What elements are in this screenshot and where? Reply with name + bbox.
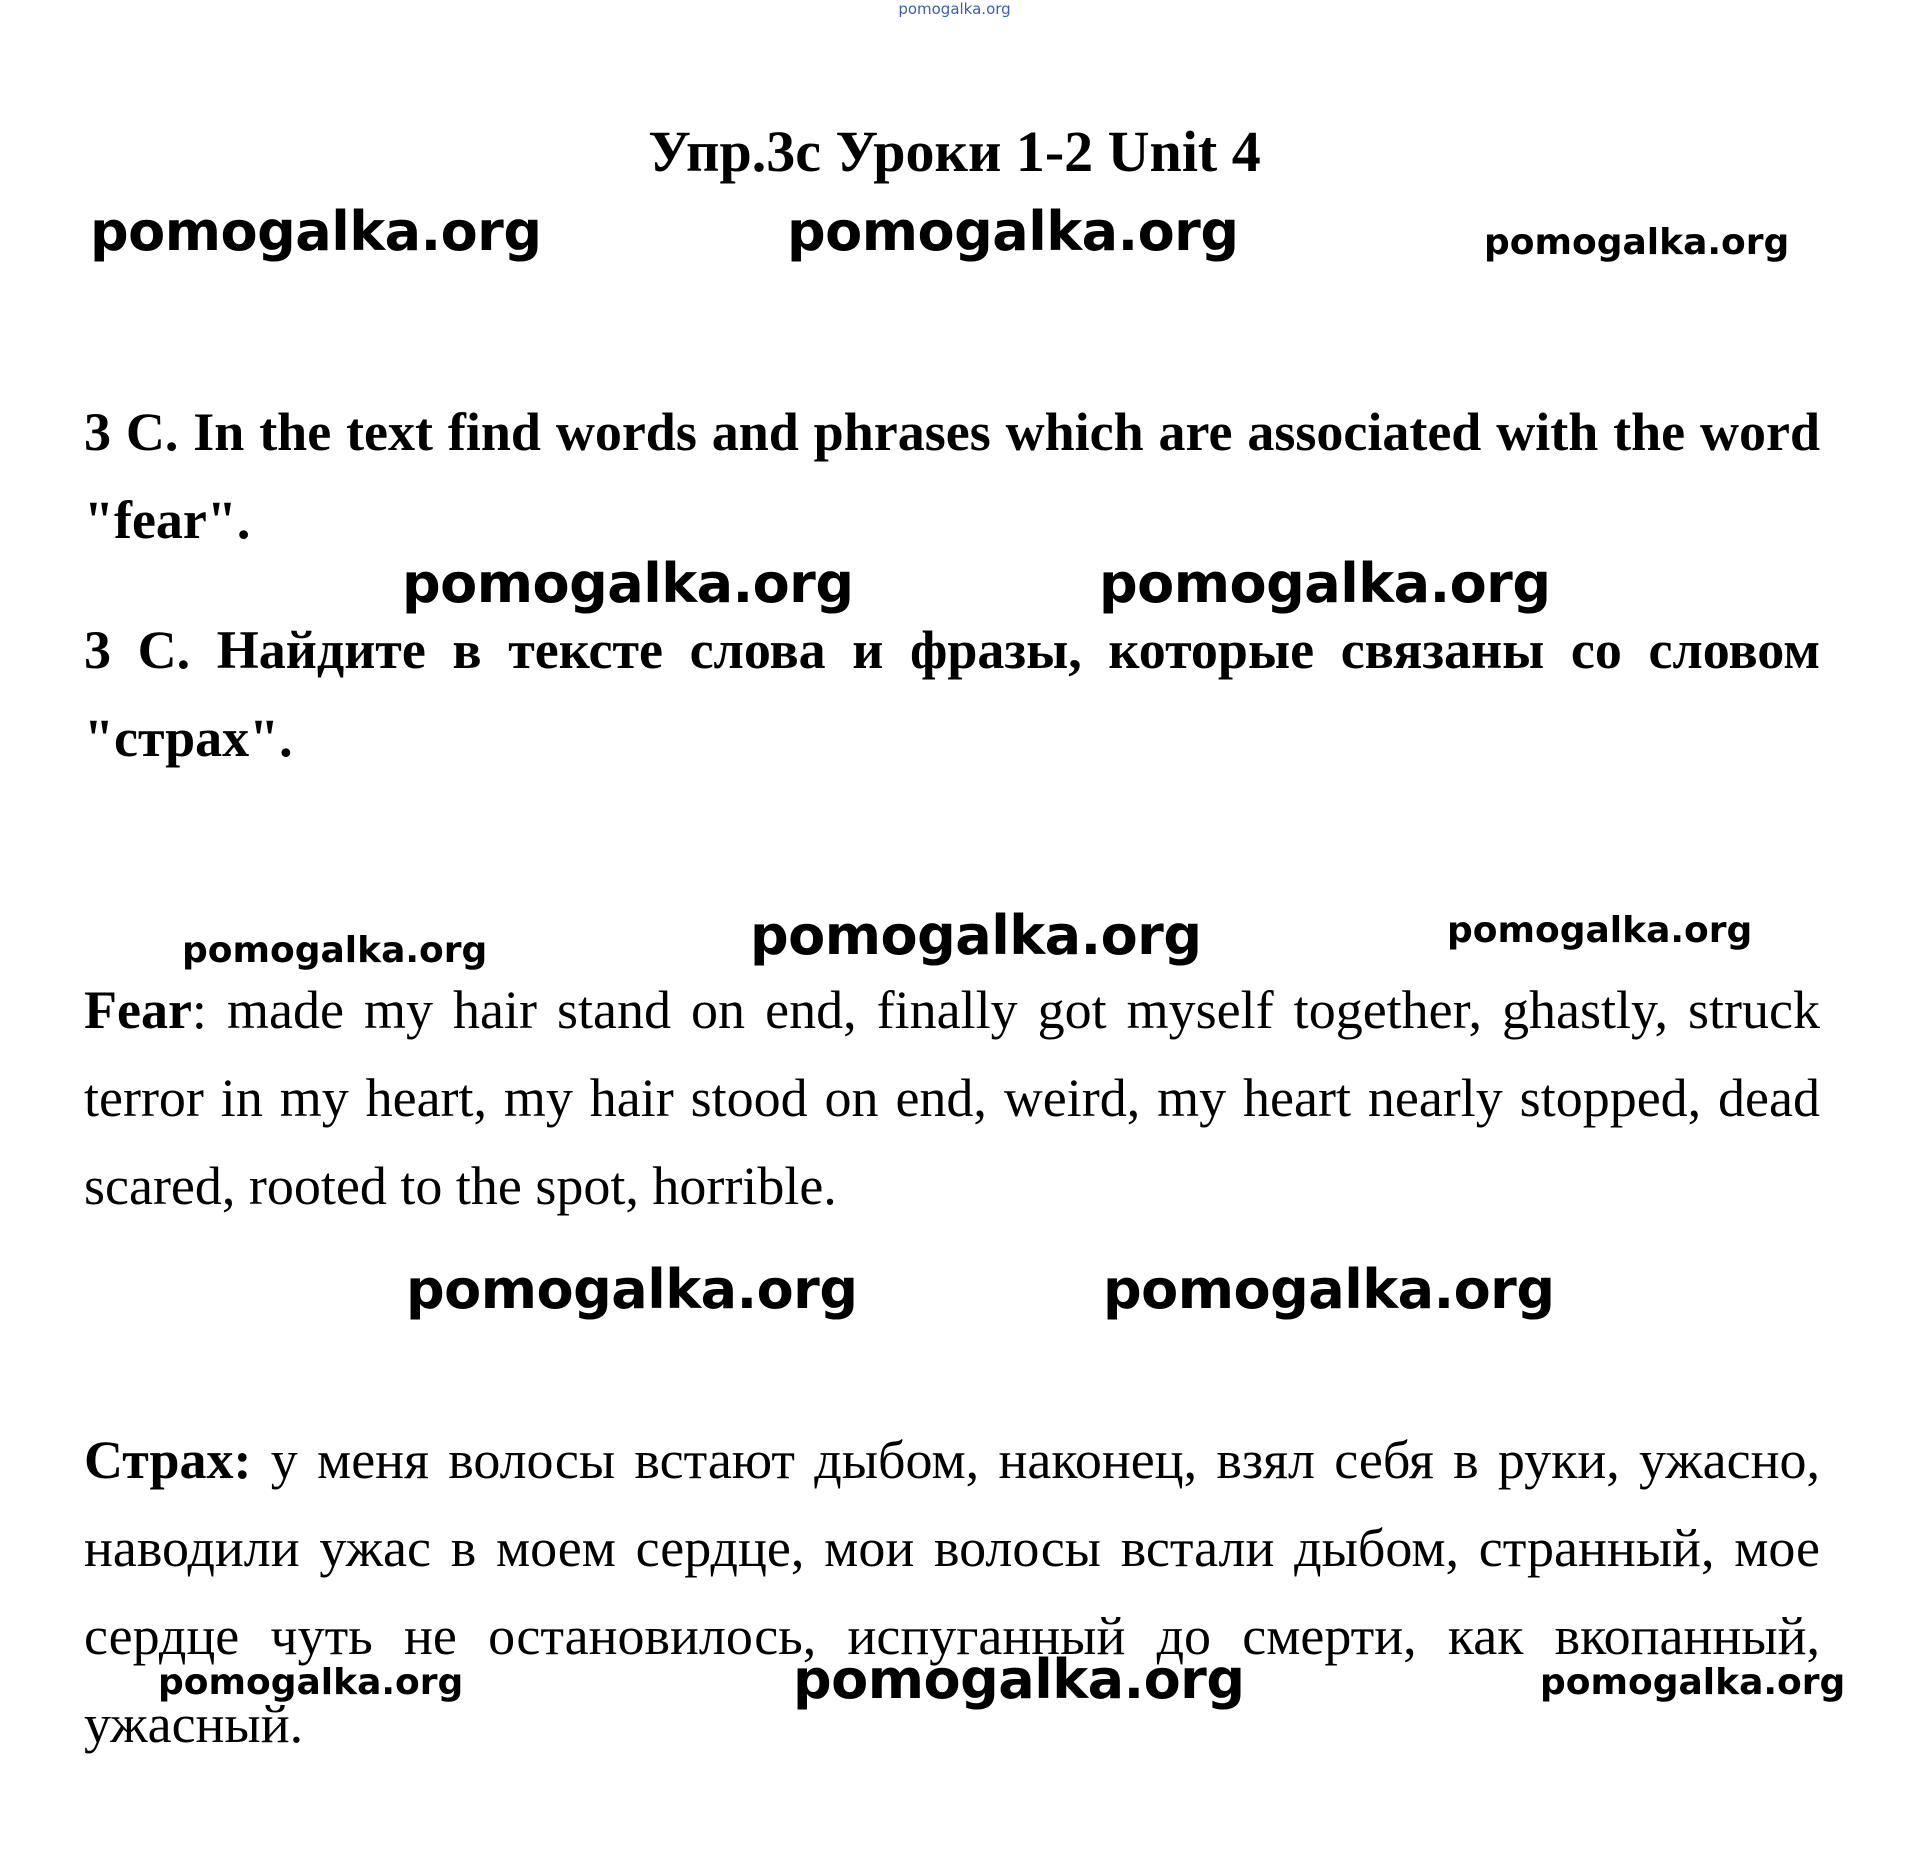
watermark: pomogalka.org <box>1540 1662 1846 1703</box>
task-english: 3 C. In the text find words and phrases which are associated with the word "fear". <box>84 402 1820 550</box>
answer-english <box>84 966 1820 1230</box>
watermark: pomogalka.org <box>406 1258 858 1321</box>
watermark: pomogalka.org <box>1103 1258 1555 1321</box>
answer-russian-label: Страх: <box>84 1430 252 1490</box>
top-watermark: pomogalka.org <box>898 0 1011 18</box>
watermark: pomogalka.org <box>750 904 1202 967</box>
watermark: pomogalka.org <box>182 930 488 971</box>
watermark: pomogalka.org <box>793 1648 1245 1711</box>
watermark: pomogalka.org <box>90 200 542 263</box>
answer-english-separator: : <box>191 980 207 1040</box>
answer-russian-text: у меня волосы встают дыбом, наконец, взял себя в руки, ужасно, наводили ужас в моем сердце, мои волосы встали дыбом, странный, мое сердце чуть не остановилось, испуганный до смерти, как вкопанный, ужасный. <box>84 1430 1820 1754</box>
answer-russian <box>84 1416 1820 1768</box>
answer-english-label: Fear <box>84 980 192 1040</box>
watermark: pomogalka.org <box>402 552 854 615</box>
answer-english-text: made my hair stand on end, finally got myself together, ghastly, struck terror in my heart, my hair stood on end, weird, my heart nearly stopped, dead scared, rooted to the spot, horrible. <box>84 980 1820 1216</box>
watermark: pomogalka.org <box>1484 222 1790 263</box>
watermark: pomogalka.org <box>158 1662 464 1703</box>
watermark: pomogalka.org <box>1447 910 1753 951</box>
page-title: Упр.3с Уроки 1-2 Unit 4 <box>648 119 1261 184</box>
task-russian: 3 С. Найдите в тексте слова и фразы, которые связаны со словом "страх". <box>84 620 1820 768</box>
watermark: pomogalka.org <box>787 200 1239 263</box>
watermark: pomogalka.org <box>1099 552 1551 615</box>
